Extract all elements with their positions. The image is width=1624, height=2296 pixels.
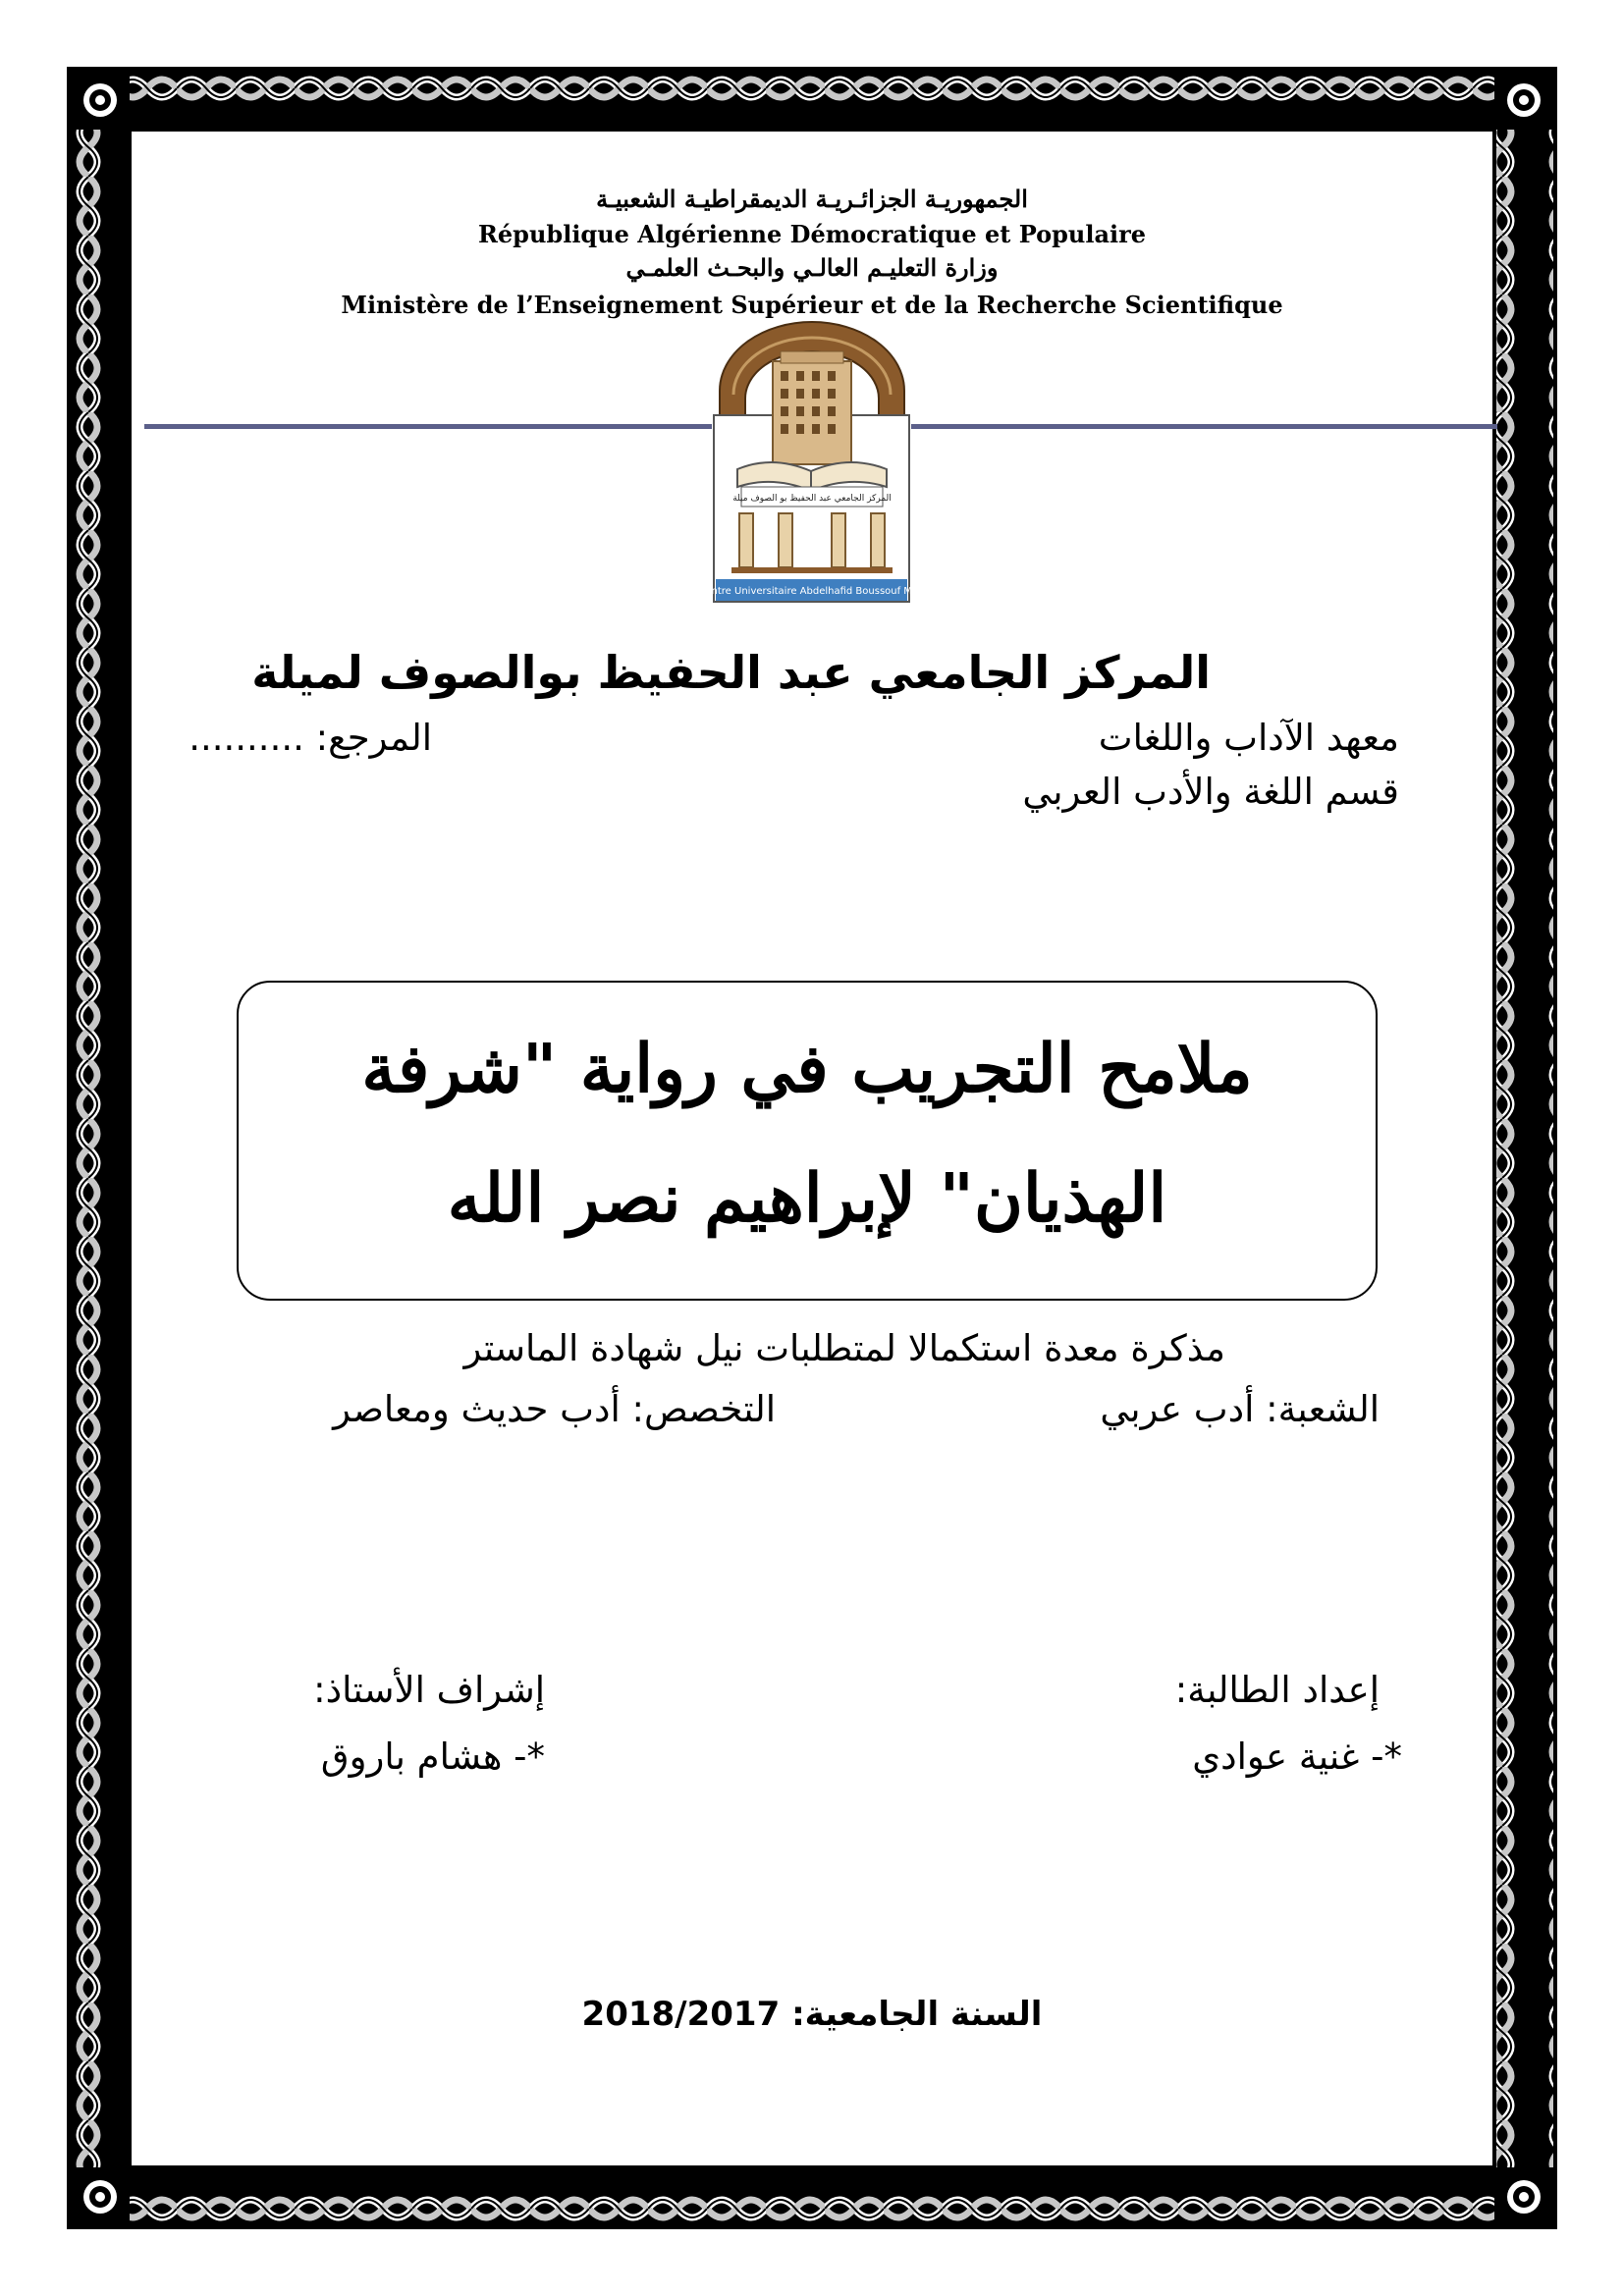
logo-arabic-text: المركز الجامعي عبد الحفيظ بو الصوف ميلة [732, 494, 892, 504]
supervisor-name: *- هشام باروق [320, 1735, 545, 1778]
republic-french: République Algérienne Démocratique et Populaire [477, 220, 1147, 248]
ministry-arabic: وزارة التعليـم العالـي والبحـث العلمـي [625, 253, 999, 282]
specialty-field: التخصص: أدب حديث ومعاصر [333, 1388, 776, 1430]
institute-name: معهد الآداب واللغات [1098, 717, 1399, 759]
academic-year: السنة الجامعية: 2018/2017 [581, 1995, 1043, 2034]
thesis-title-line-2: الهذيان" لإبراهيم نصر الله [447, 1159, 1167, 1238]
thesis-subtitle: مذكرة معدة استكمالا لمتطلبات نيل شهادة الماستر [463, 1327, 1225, 1369]
university-center-name: المركز الجامعي عبد الحفيظ بوالصوف لميلة [251, 646, 1211, 699]
republic-arabic: الجمهوريـة الجزائـريـة الديمقراطيـة الشعبيـة [596, 185, 1028, 213]
ministry-french: Ministère de l’Enseignement Supérieur et de la Recherche Scientifique [341, 291, 1283, 319]
department-name: قسم اللغة والأدب العربي [1022, 771, 1399, 813]
branch-field: الشعبة: أدب عربي [1100, 1388, 1380, 1430]
logo-caption: Centre Universitaire Abdelhafid Boussouf Mila [698, 586, 924, 597]
reference-field: المرجع: .......... [189, 717, 432, 759]
student-name: *- غنية عوادي [1192, 1735, 1402, 1778]
student-label: إعداد الطالبة: [1174, 1669, 1380, 1711]
thesis-title-line-1: ملامح التجريب في رواية "شرفة [361, 1030, 1253, 1108]
supervisor-label: إشراف الأستاذ: [313, 1669, 545, 1711]
thesis-title-box [237, 981, 1378, 1301]
university-logo [698, 322, 924, 604]
